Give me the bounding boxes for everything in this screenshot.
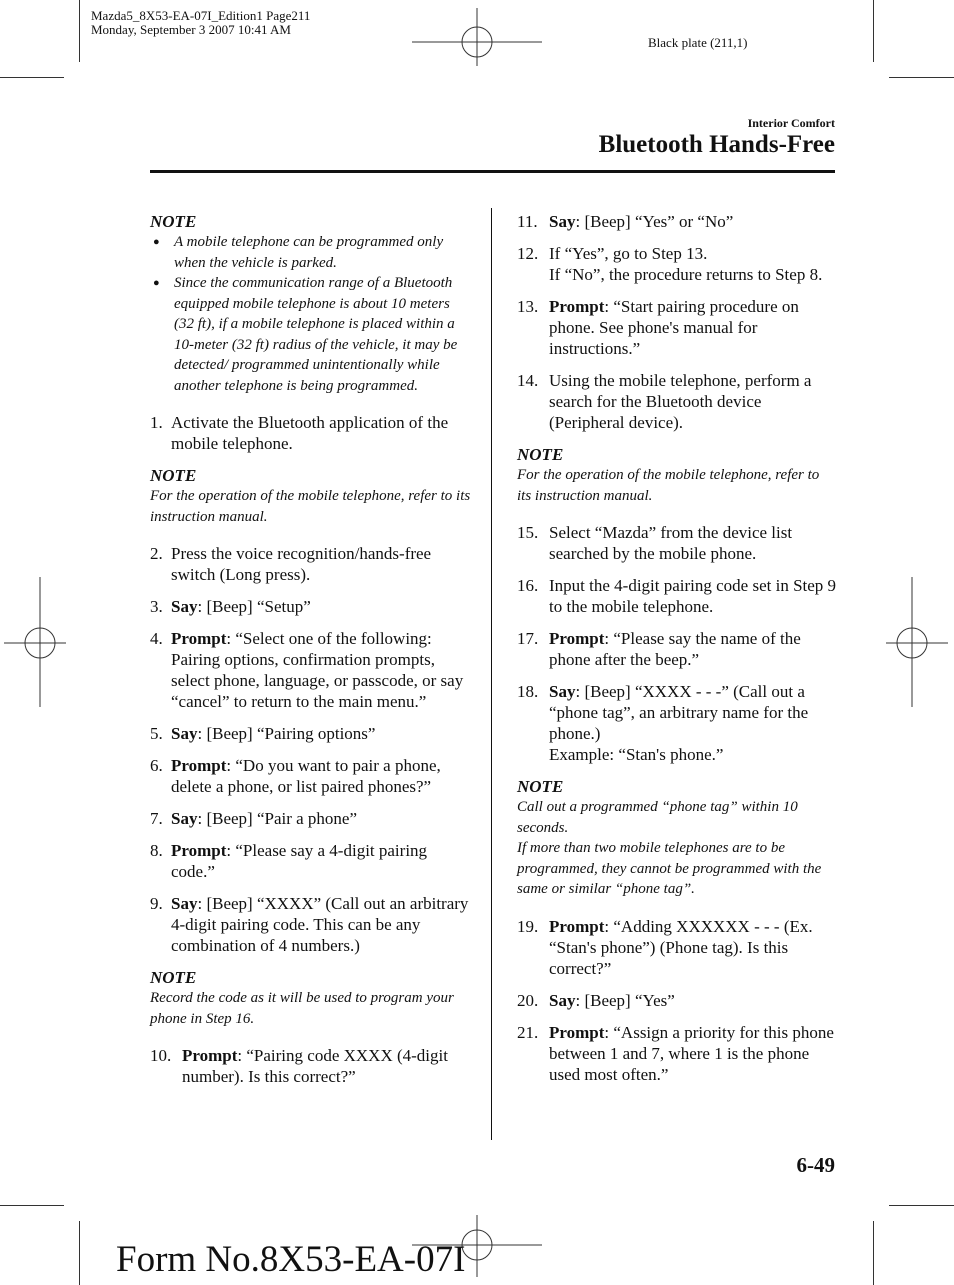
- left-column: [150, 207, 472, 1098]
- crop-mark: [873, 0, 874, 62]
- note-body: For the operation of the mobile telephone, refer to its instruction manual.: [517, 467, 820, 504]
- right-column: [517, 211, 837, 1096]
- title-rule: [150, 170, 835, 173]
- step-7: 7. Say: [Beep] “Pair a phone”: [150, 809, 358, 828]
- crop-mark: [79, 1221, 80, 1285]
- page-title: Bluetooth Hands-Free: [598, 131, 835, 158]
- crop-mark: [873, 1221, 874, 1285]
- step-2: 2. Press the voice recognition/hands-free switch (Long press).: [150, 544, 432, 584]
- note-heading: NOTE: [517, 445, 564, 464]
- note-body: [150, 232, 472, 396]
- step-4: 4. Prompt: “Select one of the following: Pairing options, confirmation prompts, select phone, language, or passcode, or say “cancel” to return to the main menu.”: [150, 629, 464, 711]
- print-slug-line1: Mazda5_8X53-EA-07I_Edition1 Page211: [91, 8, 311, 23]
- crop-mark: [0, 77, 64, 78]
- step-19: 19. Prompt: “Adding XXXXXX - - - (Ex. “Stan's phone”) (Phone tag). Is this correct?”: [517, 916, 813, 978]
- step-21: 21. Prompt: “Assign a priority for this phone between 1 and 7, where 1 is the phone used most often.”: [517, 1022, 834, 1084]
- registration-mark-left: [4, 577, 66, 707]
- section-label: Interior Comfort: [747, 116, 835, 130]
- note-heading: NOTE: [150, 212, 197, 231]
- step-8: 8. Prompt: “Please say a 4-digit pairing code.”: [150, 841, 428, 881]
- step-1: 1. Activate the Bluetooth application of the mobile telephone.: [150, 413, 449, 453]
- step-16: 16. Input the 4-digit pairing code set in Step 9 to the mobile telephone.: [517, 576, 837, 616]
- bullet-icon: ●: [153, 236, 160, 248]
- crop-mark: [0, 1205, 64, 1206]
- note-heading: NOTE: [150, 466, 197, 485]
- crop-mark: [79, 0, 80, 62]
- step-10: 10. Prompt: “Pairing code XXXX (4-digit number). Is this correct?”: [150, 1046, 448, 1086]
- step-14: 14. Using the mobile telephone, perform a search for the Bluetooth device (Peripheral device).: [517, 371, 812, 432]
- step-9: 9. Say: [Beep] “XXXX” (Call out an arbitrary 4-digit pairing code. This can be any combination of 4 numbers.): [150, 894, 469, 955]
- crop-mark: [889, 77, 954, 78]
- note-heading: NOTE: [150, 968, 197, 987]
- note-bullet: ● A mobile telephone can be programmed only when the vehicle is parked.: [150, 232, 472, 273]
- note-body: Call out a programmed “phone tag” within 10 seconds. If more than two mobile telephones are to be programmed, they cannot be programmed with the same or similar “phone tag”.: [517, 799, 822, 897]
- step-3: 3. Say: [Beep] “Setup”: [150, 597, 311, 616]
- step-11: 11. Say: [Beep] “Yes” or “No”: [517, 212, 734, 231]
- registration-mark-top: [412, 8, 542, 68]
- column-divider: [491, 208, 492, 1140]
- step-13: 13. Prompt: “Start pairing procedure on phone. See phone's manual for instructions.”: [517, 297, 799, 358]
- bullet-icon: ●: [153, 277, 160, 289]
- step-18: 18. Say: [Beep] “XXXX - - -” (Call out a “phone tag”, an arbitrary name for the phone.) Example: “Stan's phone.”: [517, 682, 809, 764]
- note-body: For the operation of the mobile telephone, refer to its instruction manual.: [150, 488, 471, 525]
- step-6: 6. Prompt: “Do you want to pair a phone, delete a phone, or list paired phones?”: [150, 756, 441, 796]
- step-12: 12. If “Yes”, go to Step 13. If “No”, the procedure returns to Step 8.: [517, 244, 823, 284]
- step-5: 5. Say: [Beep] “Pairing options”: [150, 724, 376, 743]
- registration-mark-right: [886, 577, 948, 707]
- crop-mark: [889, 1205, 954, 1206]
- note-bullet: ● Since the communication range of a Bluetooth equipped mobile telephone is about 10 meters (32 ft), if a mobile telephone is placed within a 10-meter (32 ft) radius of the vehicle, it may be detected/ programmed unintentionally while another telephone is being programmed.: [150, 273, 472, 396]
- step-15: 15. Select “Mazda” from the device list searched by the mobile phone.: [517, 523, 793, 563]
- note-heading: NOTE: [517, 777, 564, 796]
- step-20: 20. Say: [Beep] “Yes”: [517, 990, 675, 1010]
- black-plate-label: Black plate (211,1): [648, 35, 748, 50]
- form-number: Form No.8X53-EA-07I: [116, 1239, 466, 1280]
- print-slug-line2: Monday, September 3 2007 10:41 AM: [91, 22, 291, 37]
- note-body: Record the code as it will be used to program your phone in Step 16.: [150, 990, 454, 1027]
- page-number: 6-49: [796, 1153, 835, 1177]
- step-17: 17. Prompt: “Please say the name of the phone after the beep.”: [517, 629, 801, 669]
